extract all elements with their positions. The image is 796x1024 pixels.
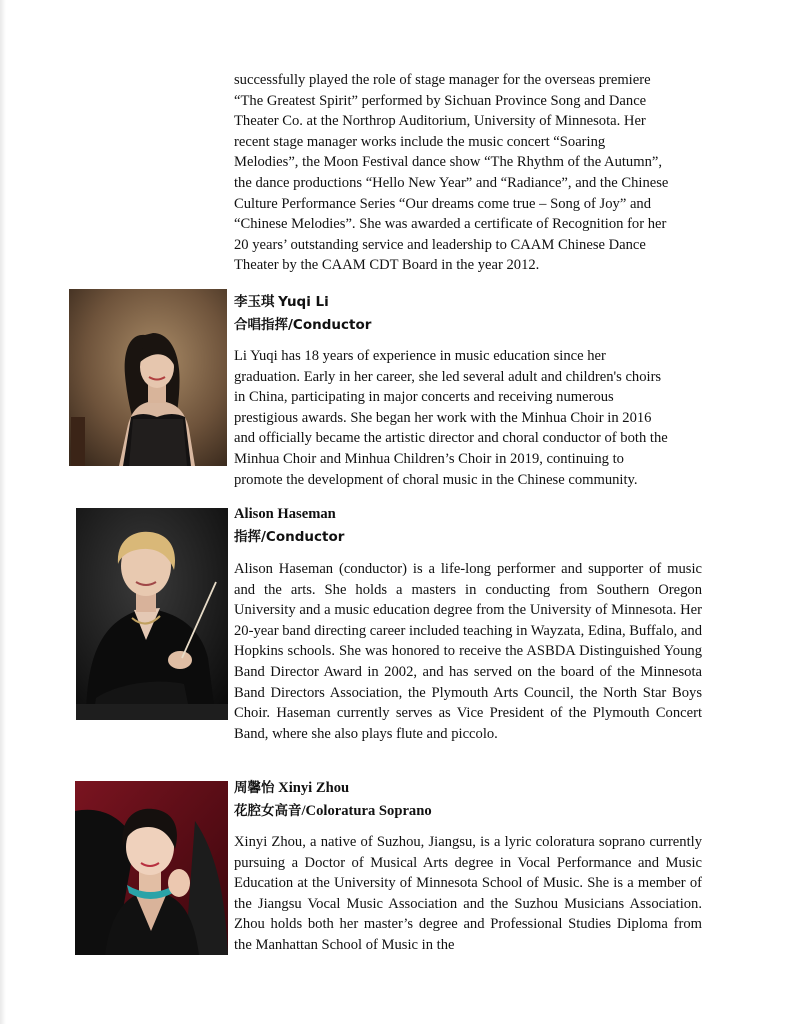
name-en: Xinyi Zhou: [278, 780, 350, 796]
role-cn: 指挥: [234, 529, 261, 545]
alison-haseman-role-heading: [234, 525, 344, 549]
yuqi-li-bio: [234, 346, 714, 490]
intro-paragraph: [234, 70, 714, 276]
name-en: Yuqi Li: [278, 294, 329, 310]
alison-haseman-bio: Alison Haseman (conductor) is a life-long performer and supporter of music and the arts. She holds a masters in conducting from Southern Oregon University and a music education degree from the University of Minnesota. Her 20-year band directing career included teaching in Wayzata, Edina, Buffalo, and Hopkins schools. She was honored to receive the ASBDA Distinguished Young Band Director Award in 2002, and has served on the board of the Minnesota Band Directors Association, the Plymouth Arts Council, the North Star Boys Choir. Haseman currently serves as Vice President of the Plymouth Concert Band, where she also plays flute and piccolo.: [234, 561, 702, 742]
role-en: /Conductor: [261, 529, 345, 545]
intro-line: “The Greatest Spirit” performed by Sichuan Province Song and Dance: [234, 92, 647, 109]
intro-line: Culture Performance Series “Our dreams come true – Song of Joy” and: [234, 195, 652, 212]
intro-line: the dance productions “Hello New Year” and “Radiance”, and the Chinese: [234, 174, 669, 191]
intro-line: 20 years’ outstanding service and leadership to CAAM Chinese Dance: [234, 236, 646, 253]
bio-line: Li Yuqi has 18 years of experience in music education since her: [234, 348, 606, 364]
intro-line: Theater by the CAAM CDT Board in the year 2012.: [234, 257, 540, 274]
intro-line: successfully played the role of stage manager for the overseas premiere: [234, 72, 651, 88]
bio-line: in China, participating in major concerts and receiving numerous: [234, 389, 614, 406]
yuqi-li-role-heading: [234, 313, 371, 337]
bio-line: promote the development of choral music in the Chinese community.: [234, 471, 638, 488]
xinyi-zhou-name-heading: [234, 776, 349, 800]
role-cn: 花腔女高音: [234, 803, 302, 819]
intro-line: Theater Co. at the Northrop Auditorium, University of Minnesota. Her: [234, 113, 646, 130]
bio-line: prestigious awards. She began her work with the Minhua Choir in 2016: [234, 409, 652, 426]
role-en: /Conductor: [288, 317, 372, 333]
role-cn: 合唱指挥: [234, 317, 288, 333]
role-en: /Coloratura Soprano: [301, 803, 432, 819]
intro-line: recent stage manager works include the music concert “Soaring: [234, 133, 606, 150]
bio-line: and officially became the artistic director and choral conductor of both the: [234, 430, 668, 447]
name-en: Alison Haseman: [234, 506, 336, 522]
intro-line: Melodies”, the Moon Festival dance show “The Rhythm of the Autumn”,: [234, 154, 663, 171]
xinyi-zhou-role-heading: [234, 799, 432, 823]
yuqi-li-photo: [69, 289, 227, 466]
alison-haseman-name-heading: [234, 502, 336, 526]
intro-line: “Chinese Melodies”. She was awarded a certificate of Recognition for her: [234, 216, 667, 233]
yuqi-li-name-heading: [234, 290, 329, 314]
bio-line: Minhua Choir and Minhua Children’s Choir in 2019, continuing to: [234, 450, 624, 467]
name-cn: 周馨怡: [234, 780, 275, 796]
xinyi-zhou-photo: [75, 781, 228, 955]
bio-line: graduation. Early in her career, she led several adult and children's choirs: [234, 368, 662, 385]
page-edge: [0, 0, 6, 1024]
alison-haseman-photo: [76, 508, 228, 720]
name-cn: 李玉琪: [234, 294, 275, 310]
xinyi-zhou-bio: Xinyi Zhou, a native of Suzhou, Jiangsu, is a lyric coloratura soprano currently pursuing a Doctor of Musical Arts degree in Vocal Performance and Music Education at the University of Minnesota School of Music. She is a member of the Jiangsu Vocal Music Association and the Suzhou Musicians Association. Zhou holds both her master’s degree and Professional Studies Diploma from the Manhattan School of Music in the: [234, 834, 702, 953]
